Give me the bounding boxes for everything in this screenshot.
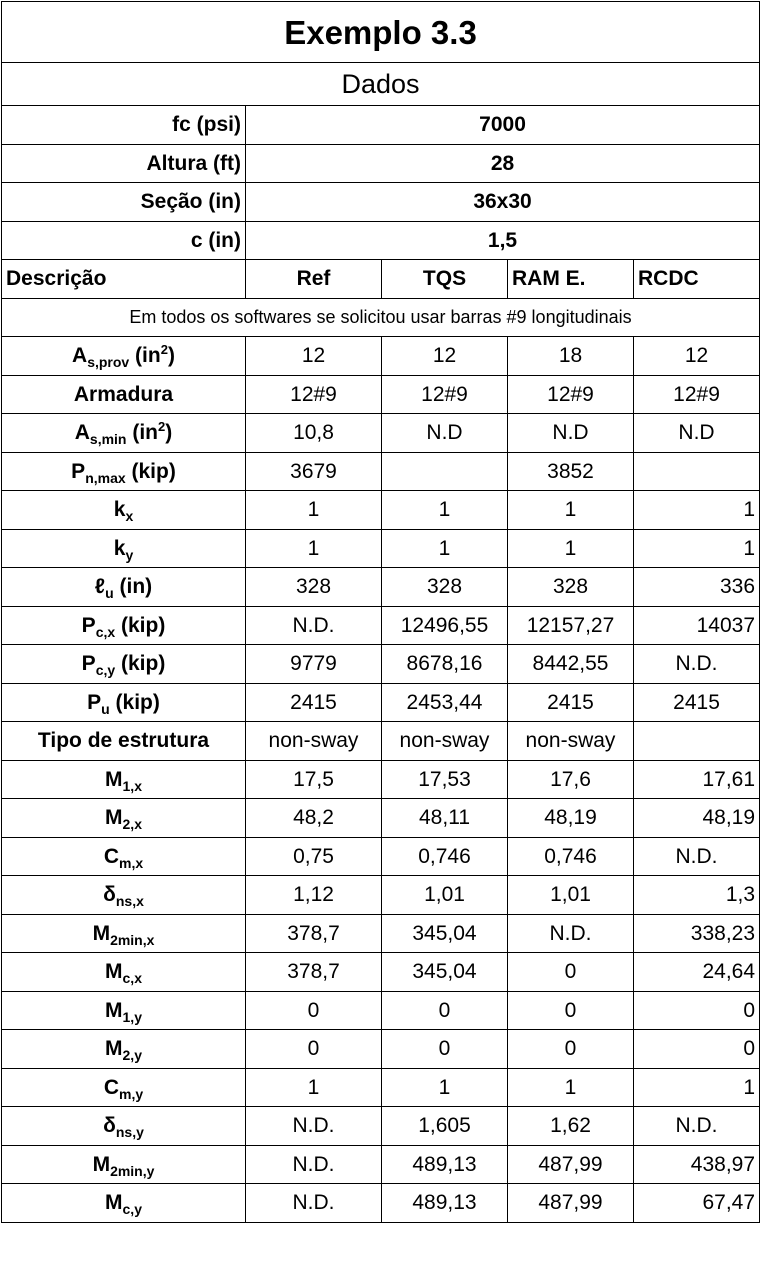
cell-ref: 1 (246, 1068, 382, 1107)
row-label-sub: ns,x (115, 893, 144, 910)
row-label-sub: s,prov (87, 354, 130, 371)
table-row (2, 837, 760, 876)
cell-rcdc: 336 (634, 568, 760, 607)
cell-ref: N.D. (246, 1107, 382, 1146)
row-label-sub: m,x (119, 854, 144, 871)
cell-ref: N.D. (246, 1184, 382, 1223)
row-label (2, 837, 246, 876)
cell-ram: 0 (508, 991, 634, 1030)
cell-tqs: 12496,55 (382, 606, 508, 645)
row-label (2, 683, 246, 722)
cell-tqs: 1,01 (382, 876, 508, 915)
row-label-suffix: (kip) (125, 459, 176, 483)
cell-tqs: 345,04 (382, 953, 508, 992)
cell-ref: non-sway (246, 722, 382, 761)
cell-ref: 0,75 (246, 837, 382, 876)
row-label (2, 452, 246, 491)
cell-tqs: 489,13 (382, 1184, 508, 1223)
cell-ram: 12157,27 (508, 606, 634, 645)
row-label-sym: M (105, 960, 123, 984)
cell-rcdc: 24,64 (634, 953, 760, 992)
cell-ref: 48,2 (246, 799, 382, 838)
table-row (2, 799, 760, 838)
row-label-suffix2: ) (167, 344, 175, 368)
row-label-sub: c,x (95, 623, 116, 640)
table-row (2, 529, 760, 568)
cell-ram: 12#9 (508, 375, 634, 414)
table-row (2, 606, 760, 645)
cell-tqs: non-sway (382, 722, 508, 761)
cell-rcdc: 67,47 (634, 1184, 760, 1223)
cell-ram: N.D. (508, 914, 634, 953)
header-descricao: Descrição (2, 260, 246, 299)
row-label-suffix: (in (126, 421, 158, 445)
cell-ram: 0,746 (508, 837, 634, 876)
cell-rcdc: 17,61 (634, 760, 760, 799)
cell-tqs: 328 (382, 568, 508, 607)
table-row (2, 991, 760, 1030)
cell-rcdc: N.D. (634, 1107, 760, 1146)
row-label-sym: M (105, 1191, 123, 1215)
cell-ref: 1 (246, 491, 382, 530)
cell-rcdc: 338,23 (634, 914, 760, 953)
cell-rcdc: N.D (634, 414, 760, 453)
header-ram: RAM E. (508, 260, 634, 299)
row-label-sub: 2,x (122, 816, 142, 833)
row-label (2, 1030, 246, 1069)
row-label (2, 1145, 246, 1184)
row-label-sub: x (125, 508, 134, 525)
cell-ref: 12#9 (246, 375, 382, 414)
cell-ref: 12 (246, 337, 382, 376)
cell-tqs: 8678,16 (382, 645, 508, 684)
note-text: Em todos os softwares se solicitou usar barras #9 longitudinais (2, 298, 760, 337)
input-row (2, 221, 760, 260)
cell-ref: 3679 (246, 452, 382, 491)
cell-ref: 378,7 (246, 953, 382, 992)
cell-ram: 17,6 (508, 760, 634, 799)
row-label (2, 1184, 246, 1223)
cell-rcdc: 0 (634, 1030, 760, 1069)
table-row (2, 375, 760, 414)
input-label: fc (psi) (2, 106, 246, 145)
row-label-sub: 2min,y (110, 1162, 155, 1179)
cell-rcdc: 12#9 (634, 375, 760, 414)
input-value: 36x30 (246, 183, 760, 222)
subtitle-row (2, 63, 760, 106)
cell-ram: 487,99 (508, 1184, 634, 1223)
header-tqs: TQS (382, 260, 508, 299)
row-label (2, 491, 246, 530)
row-label-sub: 2,y (122, 1047, 142, 1064)
row-label (2, 876, 246, 915)
row-label-sup: 2 (160, 342, 168, 358)
row-label (2, 914, 246, 953)
cell-ram: 1 (508, 491, 634, 530)
table-row (2, 722, 760, 761)
row-label-sym: Tipo de estrutura (37, 729, 210, 753)
row-label-suffix: (kip) (115, 652, 166, 676)
cell-rcdc (634, 722, 760, 761)
cell-ram: 18 (508, 337, 634, 376)
row-label-sym: C (103, 844, 120, 868)
row-label-sym: C (103, 1075, 120, 1099)
row-label-sub: c,y (122, 1201, 142, 1218)
cell-rcdc: 2415 (634, 683, 760, 722)
row-label (2, 645, 246, 684)
table-row (2, 452, 760, 491)
input-value: 28 (246, 144, 760, 183)
cell-rcdc: N.D. (634, 837, 760, 876)
row-label-sym: A (72, 344, 88, 368)
row-label-sym: δ (103, 1114, 116, 1138)
input-value: 1,5 (246, 221, 760, 260)
row-label (2, 529, 246, 568)
cell-ram: non-sway (508, 722, 634, 761)
table-row (2, 683, 760, 722)
row-label-suffix2: ) (165, 421, 173, 445)
cell-tqs: 48,11 (382, 799, 508, 838)
table-row (2, 491, 760, 530)
cell-ref: 1,12 (246, 876, 382, 915)
row-label-suffix: (in) (113, 575, 153, 599)
cell-rcdc: N.D. (634, 645, 760, 684)
cell-ram: 48,19 (508, 799, 634, 838)
cell-rcdc: 0 (634, 991, 760, 1030)
input-label: Altura (ft) (2, 144, 246, 183)
cell-tqs: 1 (382, 491, 508, 530)
row-label (2, 375, 246, 414)
row-label-sub: u (101, 700, 110, 717)
row-label-sym: P (87, 690, 102, 714)
row-label-sub: u (105, 585, 114, 602)
table-row (2, 876, 760, 915)
cell-ram: 1,01 (508, 876, 634, 915)
table-row (2, 337, 760, 376)
row-label-suffix: (kip) (109, 690, 160, 714)
cell-ref: 0 (246, 991, 382, 1030)
cell-tqs: N.D (382, 414, 508, 453)
data-table (1, 1, 760, 1223)
cell-tqs: 1 (382, 1068, 508, 1107)
cell-tqs: 489,13 (382, 1145, 508, 1184)
input-label: Seção (in) (2, 183, 246, 222)
row-label-sub: c,y (95, 662, 116, 679)
table-row (2, 414, 760, 453)
row-label (2, 799, 246, 838)
table-row (2, 1107, 760, 1146)
row-label-sym: M (105, 1037, 123, 1061)
table-row (2, 568, 760, 607)
cell-ref: 10,8 (246, 414, 382, 453)
cell-rcdc: 48,19 (634, 799, 760, 838)
table-row (2, 1068, 760, 1107)
table-row (2, 1184, 760, 1223)
row-label-sub: m,y (119, 1085, 144, 1102)
cell-ref: 328 (246, 568, 382, 607)
cell-rcdc: 12 (634, 337, 760, 376)
cell-ram: 1 (508, 529, 634, 568)
row-label (2, 722, 246, 761)
cell-ram: 487,99 (508, 1145, 634, 1184)
cell-ram: 328 (508, 568, 634, 607)
cell-rcdc: 438,97 (634, 1145, 760, 1184)
cell-rcdc: 1 (634, 529, 760, 568)
cell-rcdc: 1 (634, 491, 760, 530)
row-label-sym: A (74, 421, 90, 445)
input-row (2, 106, 760, 145)
row-label-suffix: (in (129, 344, 161, 368)
cell-tqs: 17,53 (382, 760, 508, 799)
row-label-sym: M (92, 1152, 111, 1176)
cell-ref: 1 (246, 529, 382, 568)
row-label-sym: M (105, 998, 123, 1022)
cell-rcdc: 14037 (634, 606, 760, 645)
cell-tqs: 12#9 (382, 375, 508, 414)
cell-ram: 2415 (508, 683, 634, 722)
cell-rcdc: 1 (634, 1068, 760, 1107)
table-row (2, 760, 760, 799)
row-label-sym: Armadura (73, 382, 174, 406)
row-label (2, 1107, 246, 1146)
row-label-sym: M (92, 921, 111, 945)
cell-tqs: 0 (382, 1030, 508, 1069)
row-label-sym: ℓ (94, 575, 106, 599)
cell-ref: 9779 (246, 645, 382, 684)
cell-tqs: 12 (382, 337, 508, 376)
table-subtitle: Dados (2, 63, 760, 106)
cell-ref: 0 (246, 1030, 382, 1069)
row-label (2, 606, 246, 645)
row-label-sym: M (105, 806, 123, 830)
row-label-sub: c,x (122, 970, 142, 987)
header-rcdc: RCDC (634, 260, 760, 299)
cell-tqs: 0 (382, 991, 508, 1030)
row-label-sym: P (81, 613, 96, 637)
row-label-sub: n,max (85, 469, 126, 486)
table-row (2, 645, 760, 684)
cell-tqs: 2453,44 (382, 683, 508, 722)
row-label-suffix: (kip) (115, 613, 166, 637)
row-label-sub: 1,x (122, 777, 142, 794)
cell-ram: 8442,55 (508, 645, 634, 684)
row-label (2, 760, 246, 799)
row-label-sub: 1,y (122, 1008, 142, 1025)
table-row (2, 914, 760, 953)
input-row (2, 144, 760, 183)
header-ref: Ref (246, 260, 382, 299)
row-label-sym: k (113, 498, 126, 522)
input-row (2, 183, 760, 222)
input-value: 7000 (246, 106, 760, 145)
row-label-sym: P (71, 459, 86, 483)
cell-ram: 3852 (508, 452, 634, 491)
row-label-sub: 2min,x (110, 931, 155, 948)
row-label (2, 953, 246, 992)
cell-rcdc (634, 452, 760, 491)
row-label-sym: M (105, 767, 123, 791)
cell-ref: 17,5 (246, 760, 382, 799)
table-row (2, 953, 760, 992)
cell-tqs (382, 452, 508, 491)
cell-tqs: 1,605 (382, 1107, 508, 1146)
cell-ref: 2415 (246, 683, 382, 722)
cell-tqs: 1 (382, 529, 508, 568)
input-label: c (in) (2, 221, 246, 260)
cell-ref: N.D. (246, 606, 382, 645)
table-row (2, 1145, 760, 1184)
row-label (2, 337, 246, 376)
row-label-sym: P (81, 652, 96, 676)
cell-ref: 378,7 (246, 914, 382, 953)
row-label (2, 568, 246, 607)
row-label (2, 414, 246, 453)
cell-rcdc: 1,3 (634, 876, 760, 915)
row-label-sym: δ (103, 883, 116, 907)
cell-tqs: 0,746 (382, 837, 508, 876)
row-label (2, 1068, 246, 1107)
cell-ram: N.D (508, 414, 634, 453)
title-row (2, 2, 760, 63)
cell-ram: 0 (508, 953, 634, 992)
row-label-sub: s,min (89, 431, 127, 448)
cell-tqs: 345,04 (382, 914, 508, 953)
cell-ram: 1 (508, 1068, 634, 1107)
row-label-sym: k (113, 536, 126, 560)
note-row (2, 298, 760, 337)
cell-ref: N.D. (246, 1145, 382, 1184)
row-label (2, 991, 246, 1030)
cell-ram: 0 (508, 1030, 634, 1069)
table-row (2, 1030, 760, 1069)
cell-ram: 1,62 (508, 1107, 634, 1146)
row-label-sub: ns,y (115, 1124, 144, 1141)
header-row (2, 260, 760, 299)
table-title: Exemplo 3.3 (2, 2, 760, 63)
row-label-sub: y (125, 546, 134, 563)
row-label-sup: 2 (158, 419, 166, 435)
